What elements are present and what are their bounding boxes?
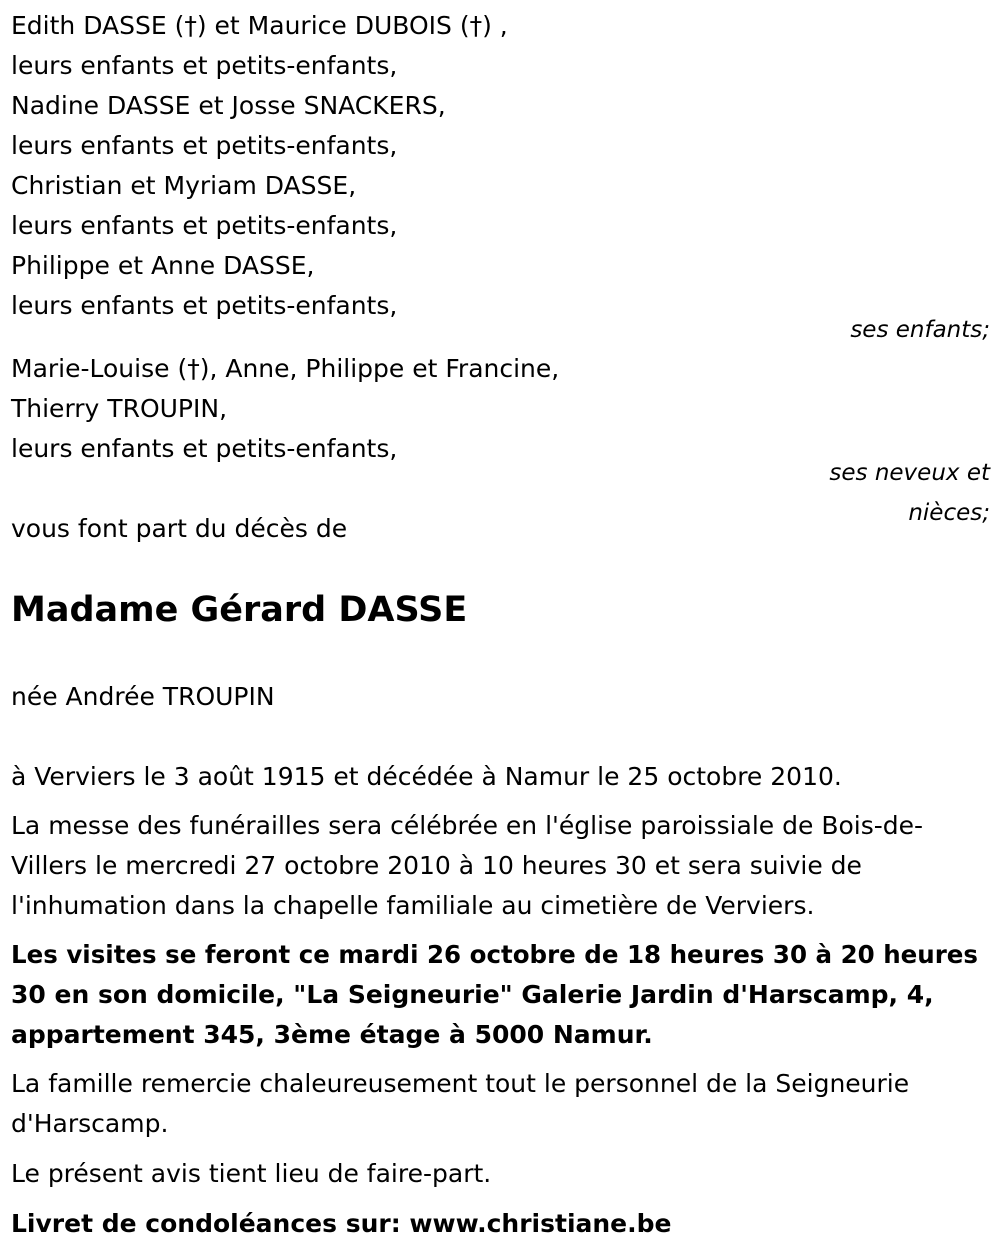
- dates-line: à Verviers le 3 août 1915 et décédée à Namur le 25 octobre 2010.: [11, 762, 842, 791]
- thanks-line: La famille remercie chaleureusement tout le personnel de la Seigneurie: [11, 1069, 910, 1098]
- children-role: ses enfants;: [850, 317, 990, 343]
- family-line: Philippe et Anne DASSE,: [11, 251, 315, 280]
- thanks-line: d'Harscamp.: [11, 1109, 169, 1138]
- visits-line: 30 en son domicile, "La Seigneurie" Galerie Jardin d'Harscamp, 4,: [11, 980, 934, 1009]
- family-line: Christian et Myriam DASSE,: [11, 171, 357, 200]
- visits-line: Les visites se feront ce mardi 26 octobre de 18 heures 30 à 20 heures: [11, 940, 979, 969]
- family-line: leurs enfants et petits-enfants,: [11, 434, 398, 463]
- deceased-name: Madame Gérard DASSE: [11, 590, 468, 630]
- family-line: leurs enfants et petits-enfants,: [11, 211, 398, 240]
- notice-line: Le présent avis tient lieu de faire-part.: [11, 1159, 492, 1188]
- family-line: leurs enfants et petits-enfants,: [11, 291, 398, 320]
- funeral-line: La messe des funérailles sera célébrée en l'église paroissiale de Bois-de-: [11, 811, 924, 840]
- funeral-line: l'inhumation dans la chapelle familiale au cimetière de Verviers.: [11, 891, 815, 920]
- family-line: leurs enfants et petits-enfants,: [11, 51, 398, 80]
- nephews-role: nièces;: [908, 500, 990, 526]
- birth-name: née Andrée TROUPIN: [11, 682, 275, 711]
- family-line: Thierry TROUPIN,: [11, 394, 228, 423]
- nephews-role: ses neveux et: [829, 460, 990, 486]
- family-line: Nadine DASSE et Josse SNACKERS,: [11, 91, 446, 120]
- funeral-line: Villers le mercredi 27 octobre 2010 à 10 heures 30 et sera suivie de: [11, 851, 862, 880]
- family-line: Edith DASSE (†) et Maurice DUBOIS (†) ,: [11, 11, 508, 40]
- announcement: vous font part du décès de: [11, 514, 348, 543]
- condolences-link[interactable]: Livret de condoléances sur: www.christiane.be: [11, 1209, 672, 1238]
- family-line: leurs enfants et petits-enfants,: [11, 131, 398, 160]
- visits-line: appartement 345, 3ème étage à 5000 Namur.: [11, 1020, 653, 1049]
- family-line: Marie-Louise (†), Anne, Philippe et Francine,: [11, 354, 560, 383]
